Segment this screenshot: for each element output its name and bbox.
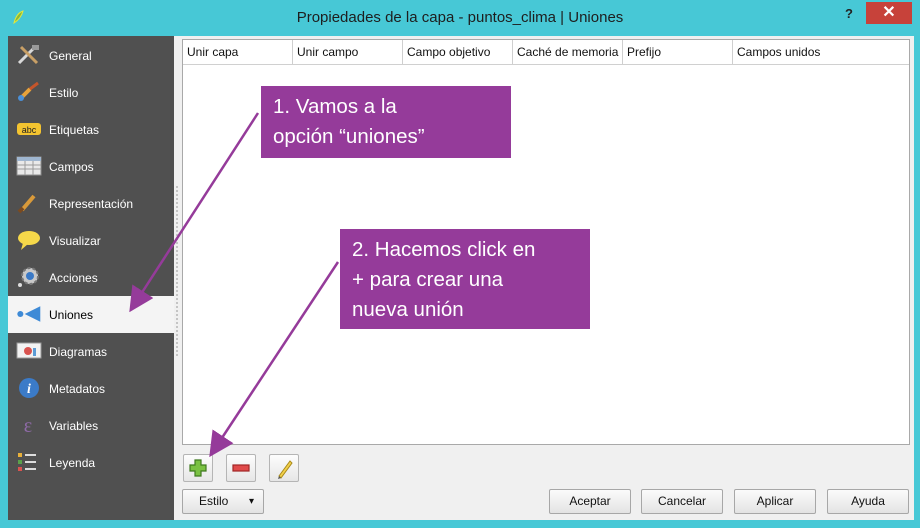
sidebar-item-label: Representación: [49, 197, 134, 211]
cancel-button[interactable]: Cancelar: [641, 489, 723, 514]
column-header[interactable]: Unir campo: [293, 40, 403, 64]
arrow-to-uniones: [132, 113, 258, 308]
annotation-line: nueva unión: [352, 298, 464, 321]
window-title: Propiedades de la capa - puntos_clima | Uniones: [296, 9, 624, 26]
annotation-line: 2. Hacemos click en: [352, 238, 536, 261]
sidebar-item-label: Acciones: [49, 271, 98, 285]
sidebar-item-label: Metadatos: [49, 382, 106, 396]
sidebar-item-label: Visualizar: [49, 234, 101, 248]
svg-text:i: i: [27, 382, 31, 397]
column-header[interactable]: Campo objetivo: [403, 40, 513, 64]
svg-text:ε: ε: [23, 415, 33, 436]
apply-button[interactable]: Aplicar: [734, 489, 816, 514]
accept-button[interactable]: Aceptar: [549, 489, 631, 514]
arrow-to-add-button: [212, 262, 338, 453]
style-dropdown-label: Estilo: [199, 494, 229, 508]
sidebar-item-label: General: [49, 49, 92, 63]
annotation-line: 1. Vamos a la: [273, 95, 397, 118]
column-header[interactable]: Prefijo: [623, 40, 733, 64]
column-header[interactable]: Campos unidos: [737, 45, 821, 59]
annotation-line: + para crear una: [352, 268, 503, 291]
chevron-down-icon: ▾: [249, 496, 255, 507]
sidebar-item-label: Variables: [49, 419, 99, 433]
sidebar-item-label: Diagramas: [49, 345, 108, 359]
sidebar-item-label: Estilo: [49, 86, 79, 100]
svg-text:abc: abc: [21, 125, 37, 135]
sidebar-item-label: Campos: [49, 160, 94, 174]
help-title-button[interactable]: ?: [845, 6, 853, 21]
column-header[interactable]: Caché de memoria: [513, 40, 623, 64]
column-header[interactable]: Unir capa: [183, 40, 293, 64]
annotation-line: opción “uniones”: [273, 125, 425, 148]
sidebar-item-label: Uniones: [49, 308, 94, 322]
close-button[interactable]: ✕: [866, 2, 912, 24]
sidebar-item-label: Etiquetas: [49, 123, 100, 137]
sidebar-item-label: Leyenda: [49, 456, 96, 470]
help-button[interactable]: Ayuda: [827, 489, 909, 514]
